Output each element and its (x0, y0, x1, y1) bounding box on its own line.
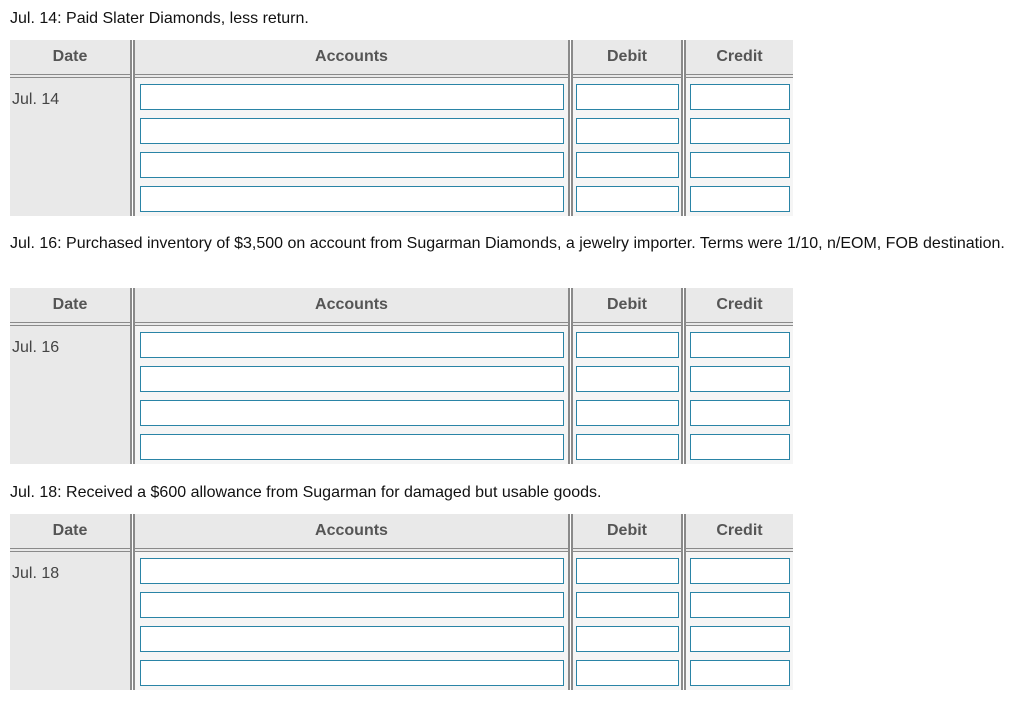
account-input[interactable] (140, 186, 564, 212)
prompt-text: : Paid Slater Diamonds, less return. (57, 10, 309, 27)
debit-input[interactable] (576, 434, 679, 460)
debit-input[interactable] (576, 626, 679, 652)
transaction-prompt (10, 8, 1020, 30)
account-input[interactable] (140, 366, 564, 392)
debit-input[interactable] (576, 152, 679, 178)
entry-date: Jul. 14 (12, 91, 60, 108)
account-input[interactable] (140, 118, 564, 144)
debit-input[interactable] (576, 558, 679, 584)
credit-header: Credit (716, 522, 763, 539)
journal-table (10, 514, 793, 690)
accounts-header: Accounts (315, 48, 388, 65)
credit-input[interactable] (690, 660, 790, 686)
date-header: Date (52, 296, 88, 313)
table-header (10, 514, 793, 552)
column-divider (568, 514, 573, 690)
prompt-date: Jul. 18 (10, 484, 58, 501)
credit-input[interactable] (690, 592, 790, 618)
credit-header: Credit (716, 296, 763, 313)
accounts-header: Accounts (315, 522, 388, 539)
date-cell (10, 78, 130, 216)
prompt-text: : Received a $600 allowance from Sugarman for damaged but usable goods. (57, 484, 602, 501)
debit-input[interactable] (576, 592, 679, 618)
debit-input[interactable] (576, 332, 679, 358)
debit-input[interactable] (576, 366, 679, 392)
journal-table (10, 288, 793, 464)
debit-header: Debit (607, 522, 647, 539)
transaction-prompt (10, 482, 1020, 504)
account-input[interactable] (140, 592, 564, 618)
account-input[interactable] (140, 400, 564, 426)
prompt-date: Jul. 16 (10, 235, 58, 252)
credit-input[interactable] (690, 118, 790, 144)
column-divider (130, 288, 135, 464)
debit-input[interactable] (576, 84, 679, 110)
debit-header: Debit (607, 296, 647, 313)
account-input[interactable] (140, 152, 564, 178)
debit-input[interactable] (576, 118, 679, 144)
entry-date: Jul. 16 (12, 339, 60, 356)
date-header: Date (52, 522, 88, 539)
account-input[interactable] (140, 558, 564, 584)
account-input[interactable] (140, 84, 564, 110)
date-cell (10, 552, 130, 690)
prompt-date: Jul. 14 (10, 10, 58, 27)
credit-input[interactable] (690, 434, 790, 460)
date-cell (10, 326, 130, 464)
journal-table (10, 40, 793, 216)
debit-input[interactable] (576, 400, 679, 426)
date-header: Date (52, 48, 88, 65)
account-input[interactable] (140, 332, 564, 358)
credit-input[interactable] (690, 558, 790, 584)
debit-input[interactable] (576, 660, 679, 686)
credit-input[interactable] (690, 626, 790, 652)
entry-date: Jul. 18 (12, 565, 60, 582)
debit-input[interactable] (576, 186, 679, 212)
credit-input[interactable] (690, 84, 790, 110)
account-input[interactable] (140, 660, 564, 686)
prompt-text: : Purchased inventory of $3,500 on account from Sugarman Diamonds, a jewelry importer. Terms were 1/10, n/EOM, FOB destination. (57, 235, 1005, 252)
column-divider (130, 514, 135, 690)
accounts-header: Accounts (315, 296, 388, 313)
column-divider (130, 40, 135, 216)
column-divider (568, 288, 573, 464)
column-divider (568, 40, 573, 216)
credit-input[interactable] (690, 366, 790, 392)
account-input[interactable] (140, 626, 564, 652)
column-divider (681, 514, 686, 690)
table-header (10, 288, 793, 326)
credit-input[interactable] (690, 152, 790, 178)
credit-input[interactable] (690, 186, 790, 212)
credit-input[interactable] (690, 332, 790, 358)
credit-header: Credit (716, 48, 763, 65)
transaction-prompt (10, 233, 1020, 255)
column-divider (681, 288, 686, 464)
debit-header: Debit (607, 48, 647, 65)
credit-input[interactable] (690, 400, 790, 426)
table-header (10, 40, 793, 78)
account-input[interactable] (140, 434, 564, 460)
column-divider (681, 40, 686, 216)
